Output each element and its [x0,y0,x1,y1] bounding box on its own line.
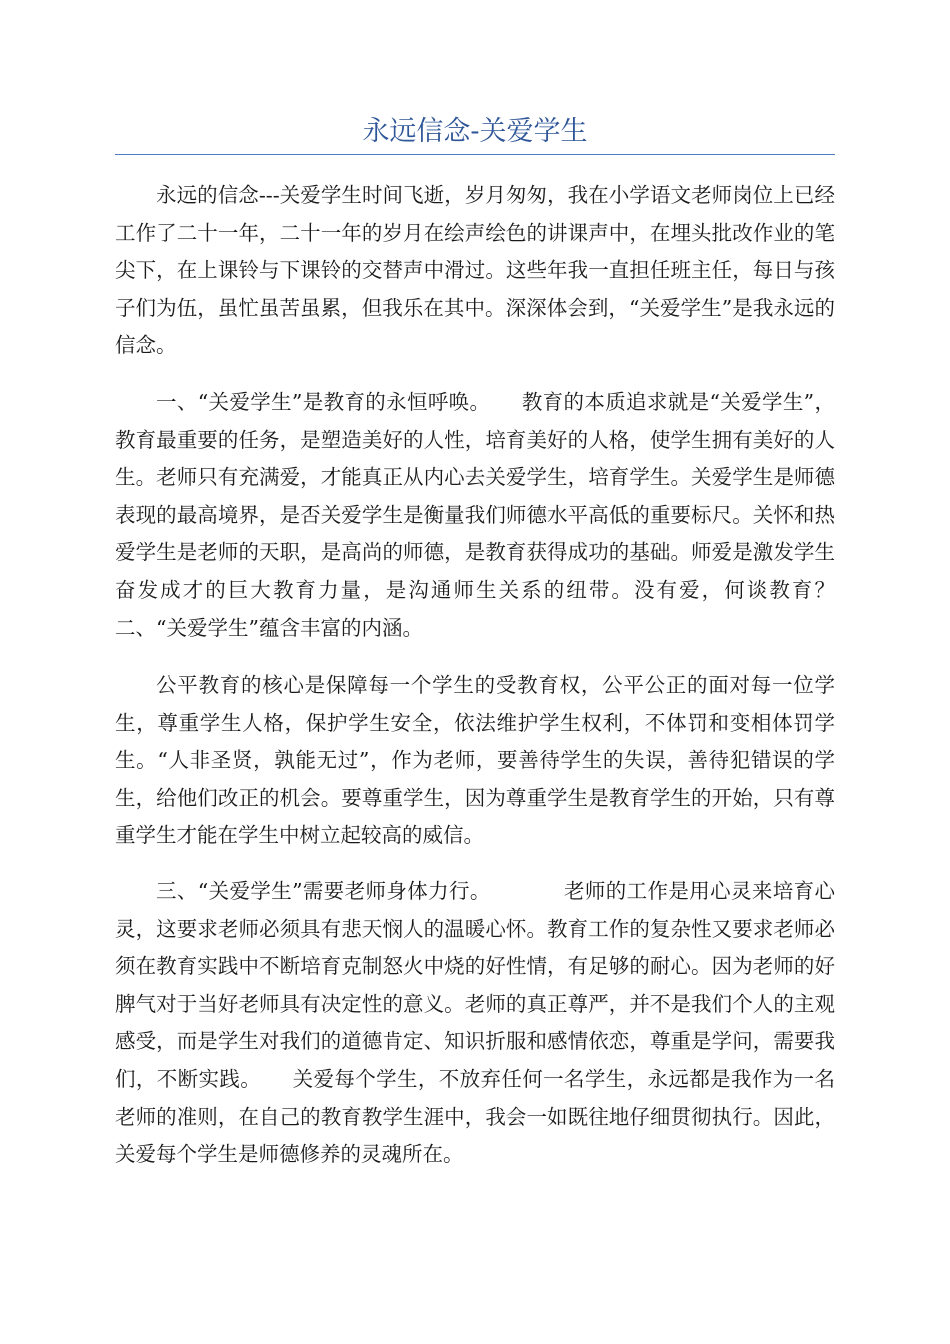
paragraph-fair-education: 公平教育的核心是保障每一个学生的受教育权，公平公正的面对每一位学生，尊重学生人格，保护学生安全，依法维护学生权利，不体罚和变相体罚学生。“人非圣贤，孰能无过”，作为老师，要善待学生的失误，善待犯错误的学生，给他们改正的机会。要尊重学生，因为尊重学生是教育学生的开始，只有尊重学生才能在学生中树立起较高的威信。 [115,673,835,848]
title-underline [115,154,835,155]
paragraph-intro: 永远的信念---关爱学生时间飞逝，岁月匆匆，我在小学语文老师岗位上已经工作了二十一年，二十一年的岁月在绘声绘色的讲课声中，在埋头批改作业的笔尖下，在上课铃与下课铃的交替声中滑过。这些年我一直担任班主任，每日与孩子们为伍，虽忙虽苦虽累，但我乐在其中。深深体会到，“关爱学生”是我永远的信念。 [115,183,835,358]
paragraph-section-one: 一、“关爱学生”是教育的永恒呼唤。 教育的本质追求就是“关爱学生”，教育最重要的任务，是塑造美好的人性，培育美好的人格，使学生拥有美好的人生。老师只有充满爱，才能真正从内心去关爱学生，培育学生。关爱学生是师德表现的最高境界，是否关爱学生是衡量我们师德水平高低的重要标尺。关怀和热爱学生是老师的天职，是高尚的师德，是教育获得成功的基础。师爱是激发学生奋发成才的巨大教育力量，是沟通师生关系的纽带。没有爱，何谈教育？二、“关爱学生”蕴含丰富的内涵。 [115,390,835,640]
paragraph-section-three: 三、“关爱学生”需要老师身体力行。 老师的工作是用心灵来培育心灵，这要求老师必须具有悲天悯人的温暖心怀。教育工作的复杂性又要求老师必须在教育实践中不断培育克制怒火中烧的好性情，有足够的耐心。因为老师的好脾气对于当好老师具有决定性的意义。老师的真正尊严，并不是我们个人的主观感受，而是学生对我们的道德肯定、知识折服和感情依恋，尊重是学问，需要我们，不断实践。 关爱每个学生，不放弃任何一名学生，永远都是我作为一名老师的准则，在自己的教育教学生涯中，我会一如既往地仔细贯彻执行。因此，关爱每个学生是师德修养的灵魂所在。 [115,879,835,1167]
document-title: 永远信念-关爱学生 [362,116,588,147]
